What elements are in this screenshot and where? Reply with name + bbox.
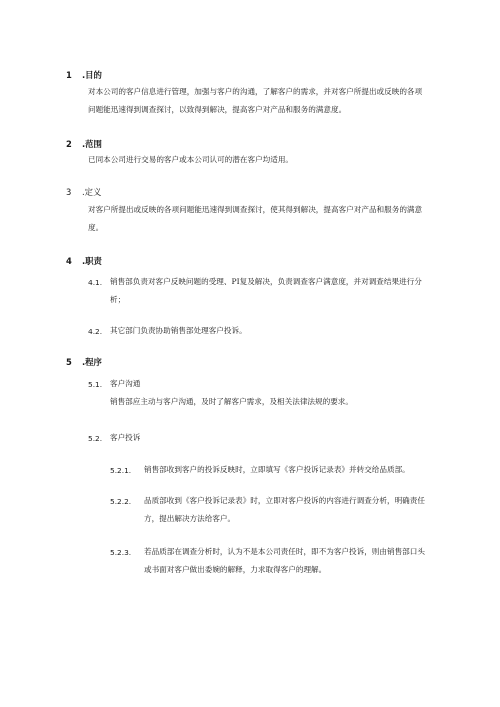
section-number: 2 — [66, 139, 72, 149]
procedure-number: 5.2. — [88, 434, 103, 443]
definition-line-2: 度。 — [88, 223, 104, 232]
section-number: 3 — [66, 187, 72, 197]
purpose-line-2: 问题能迅速得到调查探讨，以致得到解决，提高客户对产品和服务的满意度。 — [88, 105, 347, 114]
subitem-paragraph — [144, 543, 425, 579]
duty-line: 销售部负责对客户反映问题的受理、PI复及解决，负责调查客户满意度，并对调查结果进行分 — [110, 277, 422, 286]
scope-paragraph — [88, 151, 293, 169]
section-heading-procedure — [66, 356, 102, 368]
section-number: 1 — [66, 70, 72, 80]
duty-line: 其它部门负责协助销售部处理客户投诉。 — [110, 326, 247, 335]
section-title: .范围 — [82, 139, 102, 149]
section-heading-duties — [66, 255, 102, 267]
duty-paragraph — [110, 273, 422, 309]
definition-line-1: 对客户所提出或反映的各项问题能迅速得到调查探讨，使其得到解决，提高客户对产品和服务的满意 — [88, 205, 423, 214]
subitem-line: 方，提出解决方法给客户。 — [144, 514, 236, 523]
subitem-paragraph — [144, 492, 425, 528]
purpose-line-1: 对本公司的客户信息进行管理，加强与客户的沟通，了解客户的需求，并对客户所提出或反映的各项 — [88, 87, 423, 96]
subitem-number: 5.2.2. — [110, 497, 132, 506]
section-heading-purpose — [66, 69, 102, 81]
section-title: .目的 — [82, 70, 102, 80]
section-title: .职责 — [82, 256, 102, 266]
subitem-paragraph — [144, 461, 410, 479]
duty-paragraph — [110, 322, 247, 340]
purpose-paragraph — [88, 83, 422, 119]
definition-paragraph — [88, 201, 422, 237]
subitem-line: 销售部收到客户的投诉反映时，立即填写《客户投诉记录表》并转交给品质部。 — [144, 465, 410, 474]
duty-line: 析； — [110, 295, 126, 304]
duty-number: 4.2. — [88, 327, 103, 336]
procedure-item — [110, 375, 353, 411]
subitem-line: 或书面对客户做出委婉的解释，力求取得客户的理解。 — [144, 565, 327, 574]
procedure-item — [110, 429, 140, 447]
scope-line-1: 已同本公司进行交易的客户或本公司认可的潜在客户均适用。 — [88, 155, 294, 164]
section-title: .定义 — [82, 187, 102, 197]
procedure-item-line: 销售部应主动与客户沟通，及时了解客户需求，及相关法律法规的要求。 — [110, 397, 353, 406]
procedure-item-title: 客户沟通 — [110, 379, 141, 388]
section-number: 4 — [66, 256, 72, 266]
subitem-number: 5.2.1. — [110, 466, 132, 475]
procedure-number: 5.1. — [88, 380, 103, 389]
subitem-number: 5.2.3. — [110, 548, 132, 557]
subitem-line: 若品质部在调查分析时，认为不是本公司责任时，即不为客户投诉，则由销售部口头 — [144, 547, 425, 556]
procedure-item-title: 客户投诉 — [110, 433, 141, 442]
subitem-line: 品质部收到《客户投诉记录表》时，立即对客户投诉的内容进行调查分析，明确责任 — [144, 496, 425, 505]
section-title: .程序 — [82, 357, 102, 367]
duty-number: 4.1. — [88, 278, 103, 287]
section-heading-definition — [66, 186, 101, 198]
section-number: 5 — [66, 357, 72, 367]
section-heading-scope — [66, 138, 102, 150]
